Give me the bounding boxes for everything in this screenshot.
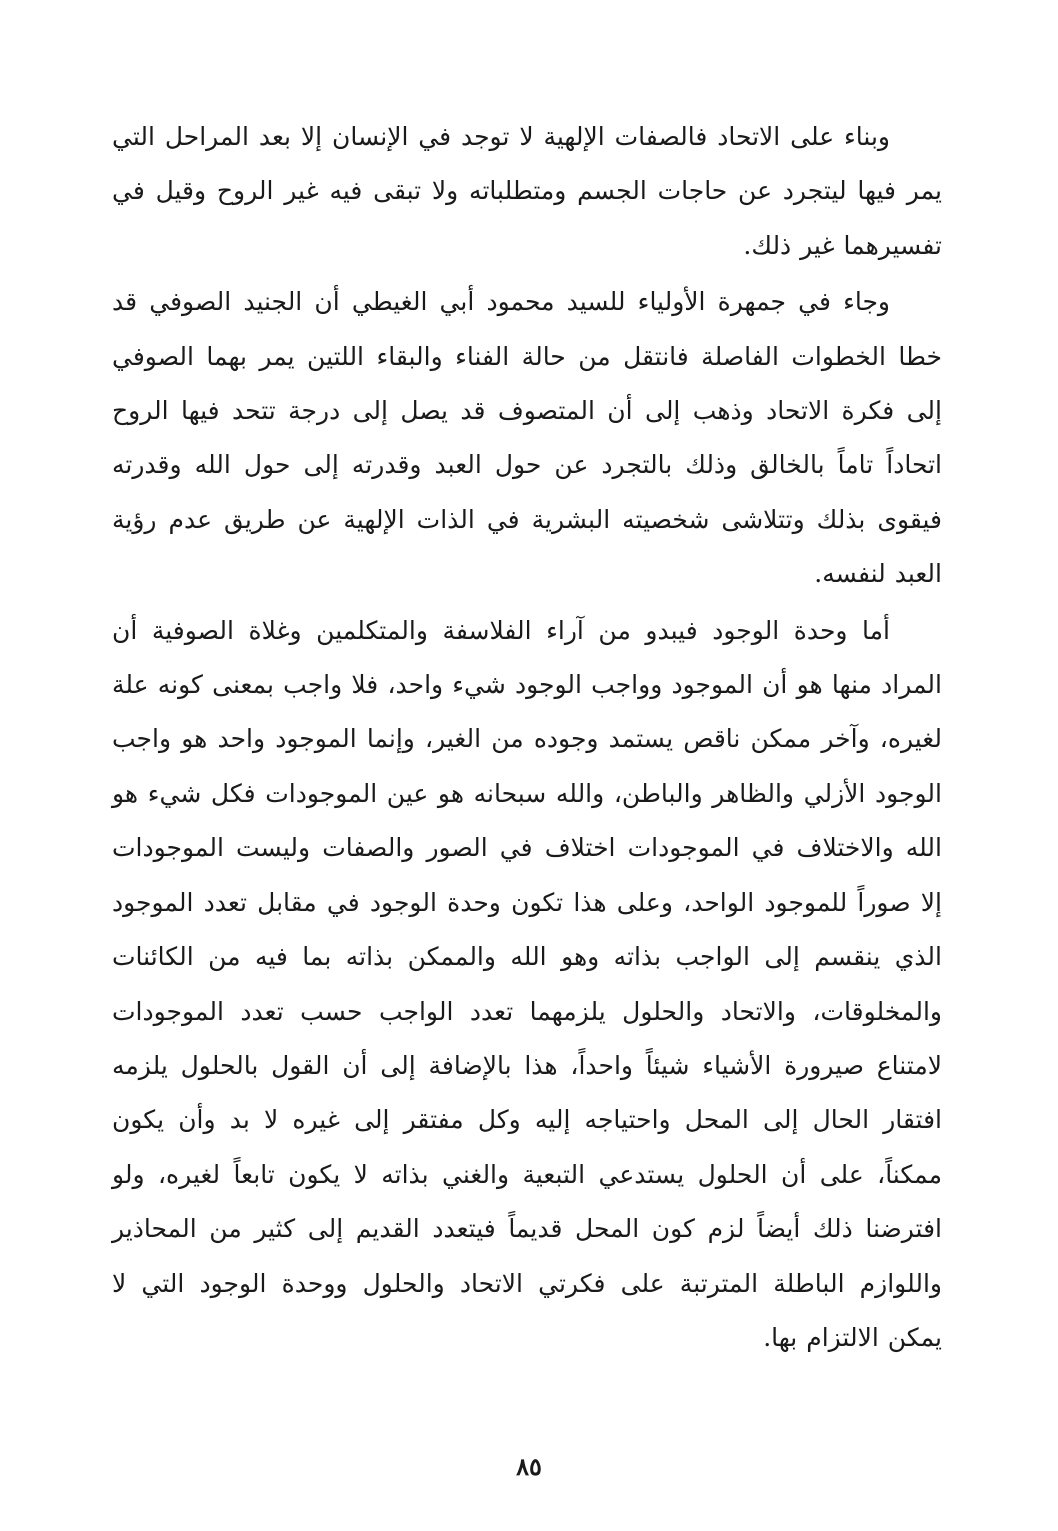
paragraph-junaid: وجاء في جمهرة الأولياء للسيد محمود أبي الغيطي أن الجنيد الصوفي قد خطا الخطوات الفاصلة فانتقل من حالة الفناء والبقاء اللتين يمر بهما الصوفي إلى فكرة الاتحاد وذهب إلى أن المتصوف قد يصل إلى درجة تتحد فيها الروح اتحاداً تاماً بالخالق وذلك بالتجرد عن حول العبد وقدرته إلى حول الله وقدرته فيقوى بذلك وتتلاشى شخصيته البشرية في الذات الإلهية عن طريق عدم رؤية العبد لنفسه. bbox=[112, 287, 942, 589]
paragraph-wahdat-al-wujud: أما وحدة الوجود فيبدو من آراء الفلاسفة والمتكلمين وغلاة الصوفية أن المراد منها هو أن الموجود وواجب الوجود شيء واحد، فلا واجب بمعنى كونه علة لغيره، وآخر ممكن ناقص يستمد وجوده من الغير، وإنما الموجود واحد هو واجب الوجود الأزلي والظاهر والباطن، والله سبحانه هو عين الموجودات فكل شيء هو الله والاختلاف في الموجودات اختلاف في الصور والصفات وليست الموجودات إلا صوراً للموجود الواحد، وعلى هذا تكون وحدة الوجود في مقابل تعدد الموجود الذي ينقسم إلى الواجب بذاته وهو الله والممكن بذاته بما فيه من الكائنات والمخلوقات، والاتحاد والحلول يلزمهما تعدد الواجب حسب تعدد الموجودات لامتناع صيرورة الأشياء شيئاً واحداً، هذا بالإضافة إلى أن القول بالحلول يلزمه افتقار الحال إلى المحل واحتياجه إليه وكل مفتقر إلى غيره لا بد وأن يكون ممكناً، على أن الحلول يستدعي التبعية والغني بذاته لا يكون تابعاً لغيره، ولو افترضنا ذلك أيضاً لزم كون المحل قديماً فيتعدد القديم إلى كثير من المحاذير واللوازم الباطلة المترتبة على فكرتي الاتحاد والحلول ووحدة الوجود التي لا يمكن الالتزام بها. bbox=[112, 615, 942, 1352]
page-number: ٨٥ bbox=[516, 1452, 542, 1481]
paragraph-ittihad-attributes: وبناء على الاتحاد فالصفات الإلهية لا توجد في الإنسان إلا بعد المراحل التي يمر فيها ليتجرد عن حاجات الجسم ومتطلباته ولا تبقى فيه غير الروح وقيل في تفسيرهما غير ذلك. bbox=[112, 122, 942, 260]
body-text bbox=[112, 110, 942, 1367]
